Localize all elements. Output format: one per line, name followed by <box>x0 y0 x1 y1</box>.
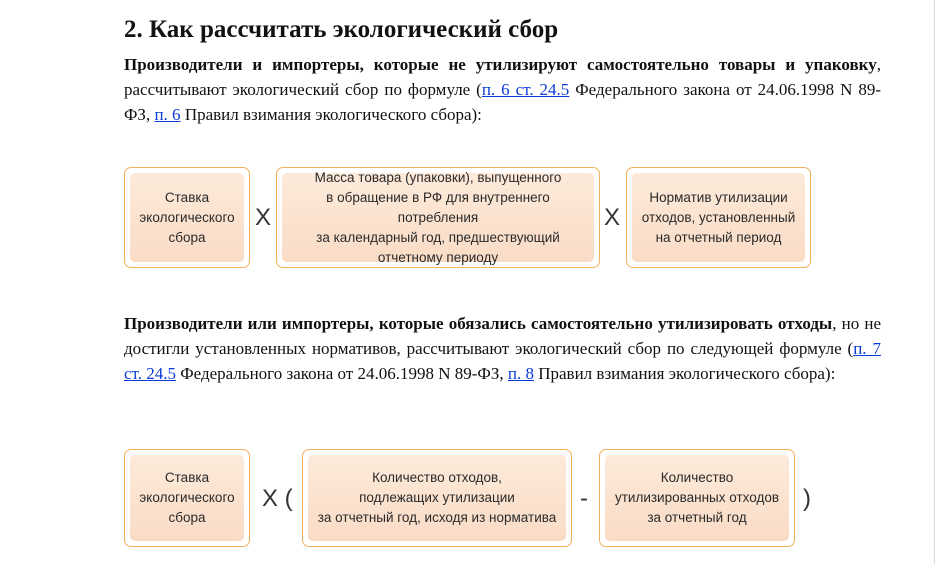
paragraph-1-text-a: , рассчитывают экологический сбор по формуле ( <box>124 55 881 99</box>
paragraph-1-text-c: Правил взимания экологического сбора): <box>180 105 482 124</box>
paragraph-2-text-c: Правил взимания экологического сбора): <box>533 364 836 383</box>
section-heading: 2. Как рассчитать экологический сбор <box>124 16 559 43</box>
law-link-p6-st24-5[interactable]: п. 6 ст. 24.5 <box>481 80 570 99</box>
formula2-utilized-text: Количество утилизированных отходов за отчетный год <box>605 455 789 541</box>
formula1-rate-text: Ставка экологического сбора <box>130 173 244 262</box>
paragraph-1-bold: Производители и импортеры, которые не утилизируют самостоятельно товары и упаковку <box>124 55 877 74</box>
paragraph-1-text-b: Федерального закона от 24.06.1998 N 89-ФЗ, <box>124 80 882 124</box>
formula1-rate-box <box>124 167 250 268</box>
rules-link-p8[interactable]: п. 8 <box>507 364 534 383</box>
formula1-mass-text: Масса товара (упаковки), выпущенного в обращение в РФ для внутреннего потребления за календарный год, предшествующий отчетному периоду <box>282 173 594 262</box>
paragraph-2-text-a: , но не достигли установленных нормативов, рассчитывают экологический сбор по следующей формуле ( <box>124 314 881 358</box>
formula1-multiply-2: X <box>604 204 621 231</box>
formula2-utilized-box <box>599 449 795 547</box>
formula2-waste-norm-text: Количество отходов, подлежащих утилизации за отчетный год, исходя из норматива <box>308 455 566 541</box>
formula2-rate-box <box>124 449 250 547</box>
law-link-p7-st24-5[interactable]: п. 7 ст. 24.5 <box>124 339 881 383</box>
paragraph-2 <box>124 311 881 386</box>
formula2-close-paren: ) <box>803 485 811 512</box>
paragraph-2-text-b: Федерального закона от 24.06.1998 N 89-ФЗ, <box>175 364 508 383</box>
paragraph-2-bold: Производители или импортеры, которые обязались самостоятельно утилизировать отходы <box>124 314 833 333</box>
page-border <box>934 0 935 564</box>
formula2-rate-text: Ставка экологического сбора <box>130 455 244 541</box>
formula1-norm-box <box>626 167 811 268</box>
formula2-minus: - <box>580 485 588 512</box>
rules-link-p6[interactable]: п. 6 <box>154 105 181 124</box>
formula1-multiply-1: X <box>255 204 272 231</box>
formula2-waste-norm-box <box>302 449 572 547</box>
formula2-multiply-paren: X ( <box>262 485 293 512</box>
formula1-mass-box <box>276 167 600 268</box>
paragraph-1 <box>124 52 881 127</box>
formula1-norm-text: Норматив утилизации отходов, установленный на отчетный период <box>632 173 805 262</box>
